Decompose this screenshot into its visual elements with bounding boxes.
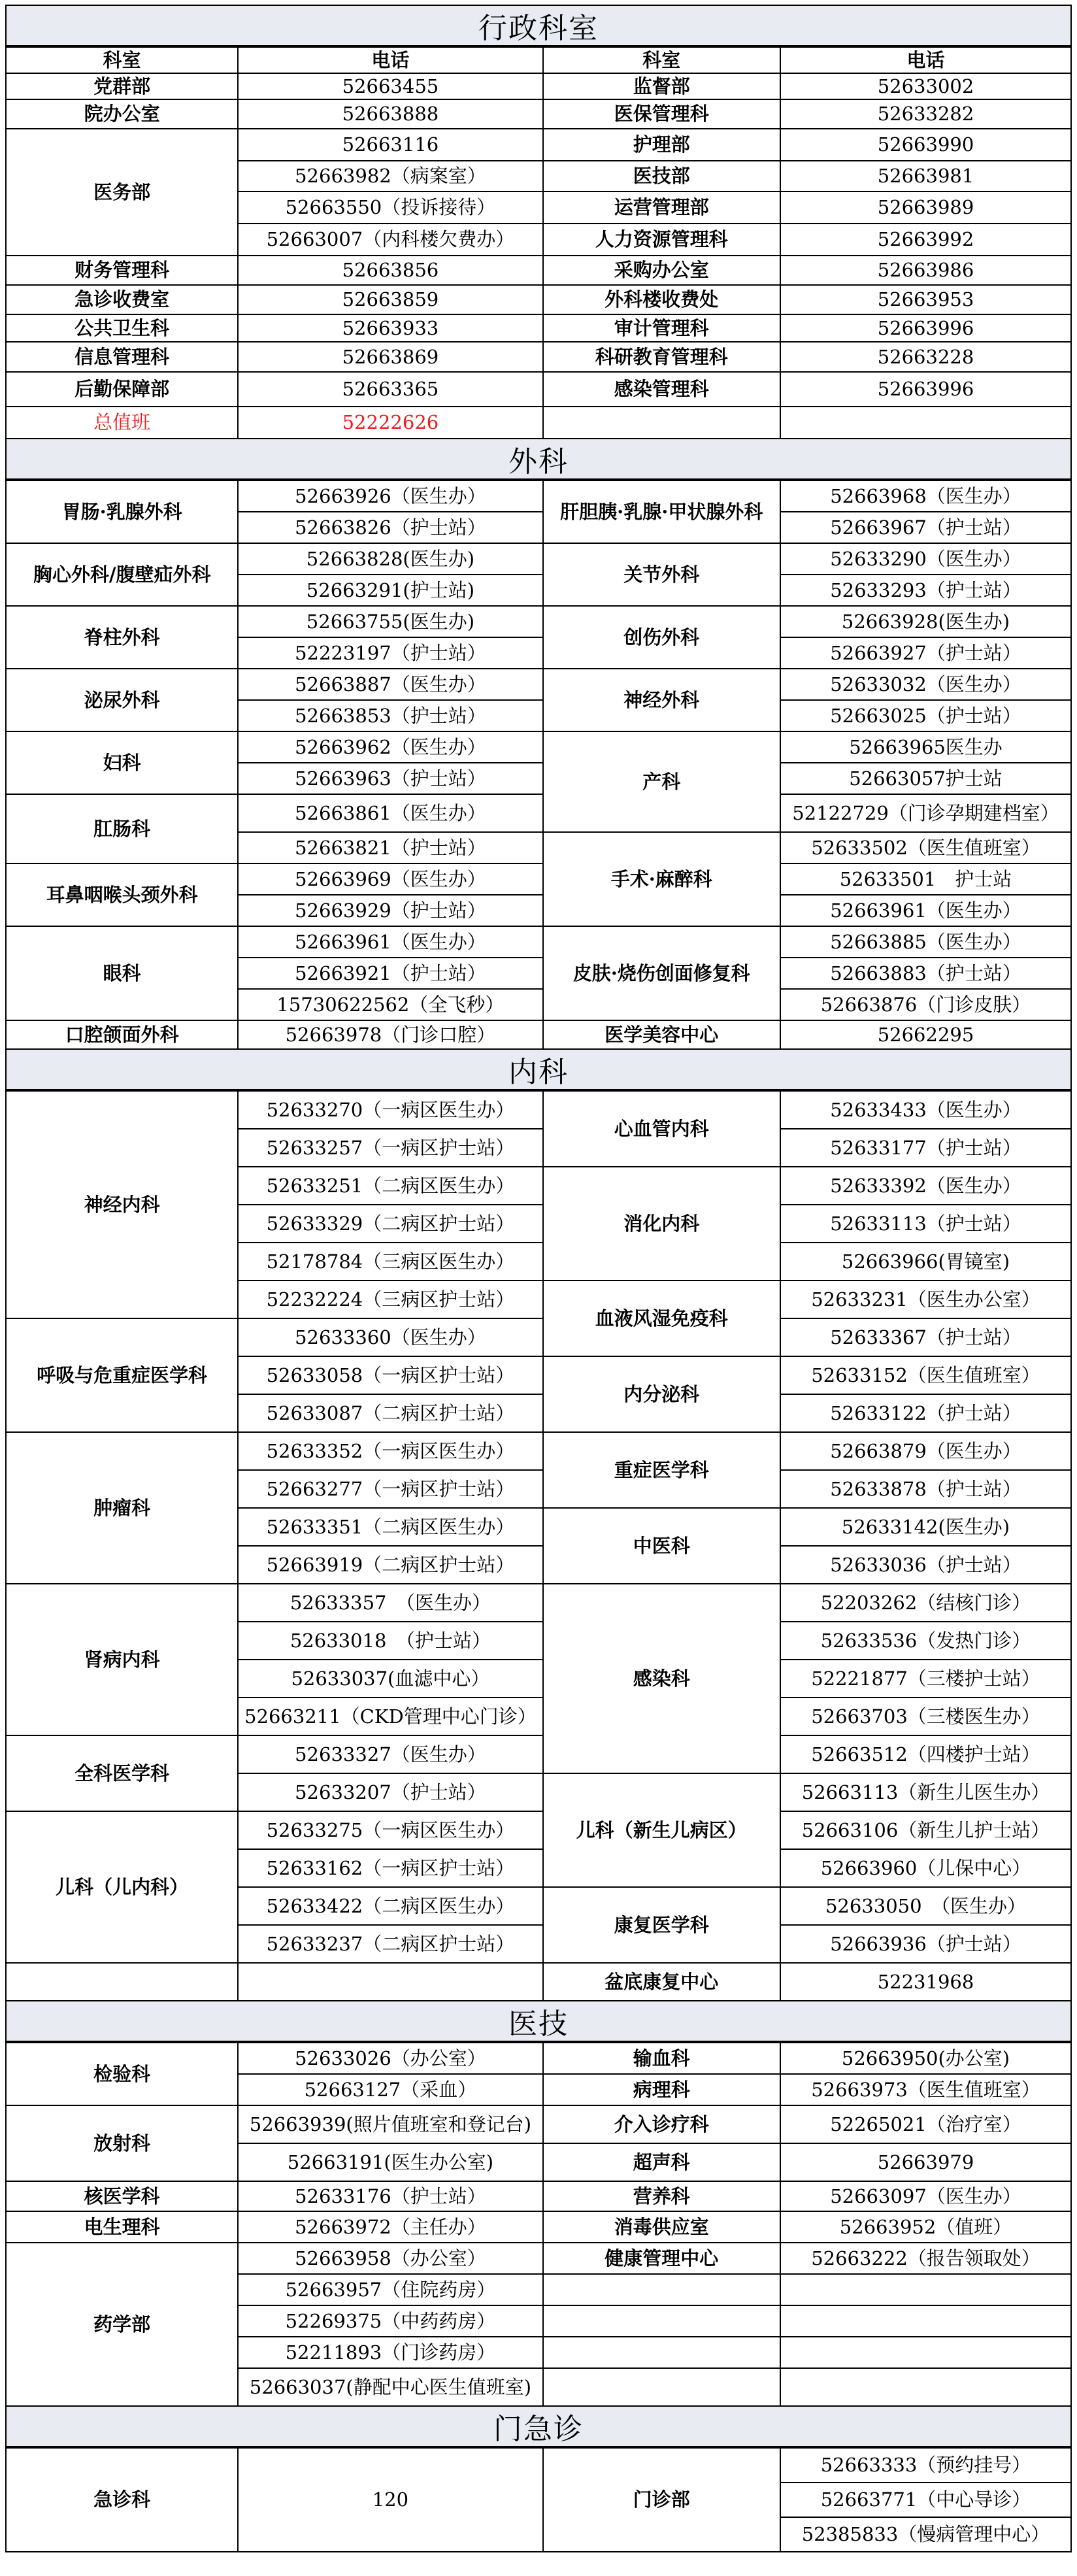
phone-cell: 52663455 [238, 73, 542, 99]
table-row [6, 1963, 1071, 2001]
phone-cell: 52663853（护士站） [238, 700, 542, 731]
phone-cell: 52231968 [780, 1963, 1071, 2001]
phone-cell: 52663116 [238, 129, 542, 161]
dept-cell: 肾病内科 [6, 1584, 238, 1735]
phone-cell: 52663952（值班） [780, 2211, 1071, 2243]
dept-cell: 手术·麻醉科 [543, 832, 780, 926]
table-row [6, 314, 1071, 342]
dept-cell: 呼吸与危重症医学科 [6, 1318, 238, 1432]
phone-cell: 52663821（护士站） [238, 832, 542, 863]
phone-cell: 52663025（护士站） [780, 700, 1071, 731]
table-row [6, 285, 1071, 314]
empty-cell [543, 407, 780, 439]
phone-cell: 52663550（投诉接待） [238, 192, 542, 224]
phone-cell: 52663967（护士站） [780, 512, 1071, 543]
dept-cell: 胸心外科/腹壁疝外科 [6, 543, 238, 606]
section-title-surgery: 外科 [5, 438, 1072, 480]
table-row [6, 606, 1071, 637]
phone-cell: 52663869 [238, 342, 542, 372]
phone-cell: 52663982（病案室） [238, 161, 542, 192]
phone-cell: 52232224（三病区护士站） [238, 1280, 542, 1318]
phone-cell: 52663106（新生儿护士站） [780, 1811, 1071, 1849]
dept-cell: 院办公室 [6, 99, 238, 129]
phone-cell: 52663883（护士站） [780, 958, 1071, 989]
table-row [6, 1318, 1071, 1356]
table-row [6, 2448, 1071, 2483]
dept-cell: 采购办公室 [543, 256, 780, 285]
phone-cell: 52663333（预约挂号） [780, 2448, 1071, 2483]
dept-cell: 皮肤·烧伤创面修复科 [543, 926, 780, 1020]
table-row [6, 863, 1071, 895]
phone-cell: 52633327（医生办） [238, 1735, 542, 1773]
dept-cell: 全科医学科 [6, 1735, 238, 1811]
phone-cell: 52633037(血滤中心） [238, 1660, 542, 1698]
table-row [6, 372, 1071, 407]
table-row [6, 2181, 1071, 2211]
empty-cell [6, 1963, 238, 2001]
phone-cell: 52203262（结核门诊） [780, 1584, 1071, 1622]
phone-cell: 52633502（医生值班室） [780, 832, 1071, 863]
empty-cell [780, 2274, 1071, 2305]
phone-cell: 52633002 [780, 73, 1071, 99]
dept-cell: 急诊收费室 [6, 285, 238, 314]
dept-cell: 监督部 [543, 73, 780, 99]
phone-cell: 52663929（护士站） [238, 895, 542, 926]
table-row [6, 794, 1071, 832]
empty-cell [780, 407, 1071, 439]
dept-cell: 产科 [543, 731, 780, 832]
dept-cell: 消化内科 [543, 1167, 780, 1280]
phone-cell: 52633237（二病区护士站） [238, 1925, 542, 1963]
section-title-emergency: 门急诊 [5, 2405, 1072, 2447]
phone-cell: 52633329（二病区护士站） [238, 1205, 542, 1243]
phone-cell: 52663859 [238, 285, 542, 314]
phone-cell: 52663989 [780, 192, 1071, 224]
phone-cell: 52663958（办公室） [238, 2243, 542, 2274]
dept-cell: 审计管理科 [543, 314, 780, 342]
phone-cell: 52663856 [238, 256, 542, 285]
empty-cell [543, 2337, 780, 2368]
phone-cell: 52122729（门诊孕期建档室） [780, 794, 1071, 832]
phone-cell: 52633177（护士站） [780, 1129, 1071, 1167]
phone-cell: 52633433（医生办） [780, 1091, 1071, 1129]
dept-cell: 医学美容中心 [543, 1020, 780, 1049]
dept-cell: 重症医学科 [543, 1432, 780, 1508]
table-row [6, 99, 1071, 129]
section-title-medtech: 医技 [5, 2000, 1072, 2042]
dept-cell: 财务管理科 [6, 256, 238, 285]
table-row [6, 1432, 1071, 1470]
phone-cell: 52663926（医生办） [238, 480, 542, 512]
phone-cell: 52663960（儿保中心） [780, 1849, 1071, 1887]
empty-cell [543, 2305, 780, 2337]
table-row [6, 731, 1071, 763]
dept-cell: 放射科 [6, 2105, 238, 2181]
dept-cell: 门诊部 [543, 2448, 780, 2552]
table-row [6, 1735, 1071, 1773]
dept-cell: 口腔颌面外科 [6, 1020, 238, 1049]
table-row [6, 2043, 1071, 2074]
dept-cell: 血液风湿免疫科 [543, 1280, 780, 1356]
column-header-phone: 电话 [780, 47, 1071, 73]
dept-cell: 肿瘤科 [6, 1432, 238, 1584]
phone-cell: 52633282 [780, 99, 1071, 129]
phone-cell: 52633293（护士站） [780, 575, 1071, 606]
surgery-table [5, 480, 1072, 1050]
dept-cell: 营养科 [543, 2181, 780, 2211]
phone-cell: 52663771（中心导诊） [780, 2483, 1071, 2517]
column-header-dept: 科室 [6, 47, 238, 73]
phone-cell: 52633162（一病区护士站） [238, 1849, 542, 1887]
phone-cell: 52633032（医生办） [780, 669, 1071, 700]
table-row [6, 480, 1071, 512]
phone-cell: 52663365 [238, 372, 542, 407]
internal-table [5, 1090, 1072, 2001]
duty-office-phone: 52222626 [238, 407, 542, 439]
dept-cell: 泌尿外科 [6, 669, 238, 731]
phone-cell: 52663953 [780, 285, 1071, 314]
dept-cell: 医技部 [543, 161, 780, 192]
dept-cell: 信息管理科 [6, 342, 238, 372]
dept-cell: 介入诊疗科 [543, 2105, 780, 2143]
dept-cell: 心血管内科 [543, 1091, 780, 1167]
phone-cell: 52633058（一病区护士站） [238, 1356, 542, 1394]
phone-cell: 52633367（护士站） [780, 1318, 1071, 1356]
phone-cell: 52663961（医生办） [780, 895, 1071, 926]
phone-cell: 52633026（办公室） [238, 2043, 542, 2074]
column-header-dept: 科室 [543, 47, 780, 73]
phone-cell: 52633275（一病区医生办） [238, 1811, 542, 1849]
dept-cell: 康复医学科 [543, 1887, 780, 1963]
dept-cell: 超声科 [543, 2143, 780, 2181]
dept-cell: 党群部 [6, 73, 238, 99]
phone-cell: 52663990 [780, 129, 1071, 161]
phone-cell: 52663057护士站 [780, 763, 1071, 794]
dept-cell: 感染科 [543, 1584, 780, 1773]
empty-cell [543, 2368, 780, 2406]
phone-cell: 52633036（护士站） [780, 1546, 1071, 1584]
table-row [6, 73, 1071, 99]
table-row [6, 407, 1071, 439]
phone-cell: 52663973（医生值班室） [780, 2074, 1071, 2105]
phone-cell: 52633113（护士站） [780, 1205, 1071, 1243]
phone-cell: 52633207（护士站） [238, 1773, 542, 1811]
phone-cell: 52633422（二病区医生办） [238, 1887, 542, 1925]
dept-cell: 急诊科 [6, 2448, 238, 2552]
phone-cell: 52633122（护士站） [780, 1394, 1071, 1432]
dept-cell: 病理科 [543, 2074, 780, 2105]
phone-cell: 52633270（一病区医生办） [238, 1091, 542, 1129]
phone-cell: 52663921（护士站） [238, 958, 542, 989]
phone-cell: 52663981 [780, 161, 1071, 192]
phone-cell: 52663007（内科楼欠费办） [238, 224, 542, 256]
table-row [6, 1091, 1071, 1129]
phone-cell: 52633257（一病区护士站） [238, 1129, 542, 1167]
table-row [6, 669, 1071, 700]
dept-cell: 神经内科 [6, 1091, 238, 1318]
phone-cell: 52663996 [780, 372, 1071, 407]
phone-cell: 52178784（三病区医生办） [238, 1243, 542, 1280]
phone-cell: 52663936（护士站） [780, 1925, 1071, 1963]
phone-cell: 120 [238, 2448, 542, 2552]
phone-cell: 52663963（护士站） [238, 763, 542, 794]
phone-cell: 52663037(静配中心医生值班室) [238, 2368, 542, 2406]
phone-cell: 52633357 （医生办） [238, 1584, 542, 1622]
phone-cell: 52663978（门诊口腔） [238, 1020, 542, 1049]
empty-cell [780, 2337, 1071, 2368]
phone-cell: 52633176（护士站） [238, 2181, 542, 2211]
phone-cell: 52633878（护士站） [780, 1470, 1071, 1508]
phone-cell: 52663888 [238, 99, 542, 129]
table-row [6, 543, 1071, 575]
phone-cell: 52663933 [238, 314, 542, 342]
phone-cell: 52663222（报告领取处） [780, 2243, 1071, 2274]
phone-cell: 52633050 （医生办） [780, 1887, 1071, 1925]
phone-cell: 52385833（慢病管理中心） [780, 2517, 1071, 2552]
dept-cell: 公共卫生科 [6, 314, 238, 342]
dept-cell: 儿科（新生儿病区） [543, 1773, 780, 1887]
phone-cell: 52633360（医生办） [238, 1318, 542, 1356]
phone-cell: 52663927（护士站） [780, 637, 1071, 669]
dept-cell: 神经外科 [543, 669, 780, 731]
empty-cell [780, 2368, 1071, 2406]
empty-cell [238, 1963, 542, 2001]
dept-cell: 科研教育管理科 [543, 342, 780, 372]
dept-cell: 医务部 [6, 129, 238, 256]
phone-cell: 15730622562（全飞秒） [238, 989, 542, 1020]
dept-cell: 运营管理部 [543, 192, 780, 224]
phone-cell: 52633231（医生办公室） [780, 1280, 1071, 1318]
dept-cell: 儿科（儿内科） [6, 1811, 238, 1963]
dept-cell: 后勤保障部 [6, 372, 238, 407]
phone-cell: 52663277（一病区护士站） [238, 1470, 542, 1508]
dept-cell: 电生理科 [6, 2211, 238, 2243]
phone-cell: 52269375（中药药房） [238, 2305, 542, 2337]
dept-cell: 感染管理科 [543, 372, 780, 407]
phone-cell: 52265021（治疗室） [780, 2105, 1071, 2143]
phone-cell: 52633152（医生值班室） [780, 1356, 1071, 1394]
dept-cell: 检验科 [6, 2043, 238, 2105]
phone-cell: 52633392（医生办） [780, 1167, 1071, 1205]
phone-cell: 52663097（医生办） [780, 2181, 1071, 2211]
phone-cell: 52663961（医生办） [238, 926, 542, 958]
dept-cell: 肝胆胰·乳腺·甲状腺外科 [543, 480, 780, 543]
table-row [6, 926, 1071, 958]
phone-cell: 52663972（主任办） [238, 2211, 542, 2243]
phone-directory [5, 5, 1072, 2567]
phone-cell: 52663828(医生办) [238, 543, 542, 575]
dept-cell: 盆底康复中心 [543, 1963, 780, 2001]
dept-cell: 关节外科 [543, 543, 780, 606]
dept-cell: 耳鼻咽喉头颈外科 [6, 863, 238, 926]
phone-cell: 52633142(医生办) [780, 1508, 1071, 1546]
phone-cell: 52633351（二病区医生办） [238, 1508, 542, 1546]
dept-cell: 医保管理科 [543, 99, 780, 129]
dept-cell: 创伤外科 [543, 606, 780, 669]
phone-cell: 52663939(照片值班室和登记台) [238, 2105, 542, 2143]
dept-cell: 核医学科 [6, 2181, 238, 2211]
phone-cell: 52633501 护士站 [780, 863, 1071, 895]
table-row [6, 2105, 1071, 2143]
phone-cell: 52663826（护士站） [238, 512, 542, 543]
phone-cell: 52663979 [780, 2143, 1071, 2181]
dept-cell: 药学部 [6, 2243, 238, 2406]
phone-cell: 52663996 [780, 314, 1071, 342]
table-row [6, 2211, 1071, 2243]
admin-table [5, 46, 1072, 439]
phone-cell: 52211893（门诊药房） [238, 2337, 542, 2368]
phone-cell: 52633018 （护士站） [238, 1622, 542, 1660]
phone-cell: 52633290（医生办） [780, 543, 1071, 575]
duty-office-label: 总值班 [6, 407, 238, 439]
dept-cell: 中医科 [543, 1508, 780, 1584]
phone-cell: 52221877（三楼护士站） [780, 1660, 1071, 1698]
phone-cell: 52663861（医生办） [238, 794, 542, 832]
phone-cell: 52662295 [780, 1020, 1071, 1049]
phone-cell: 52663986 [780, 256, 1071, 285]
phone-cell: 52663127（采血） [238, 2074, 542, 2105]
phone-cell: 52223197（护士站） [238, 637, 542, 669]
phone-cell: 52663211（CKD管理中心门诊） [238, 1698, 542, 1735]
phone-cell: 52663928(医生办) [780, 606, 1071, 637]
phone-cell: 52663966(胃镜室) [780, 1243, 1071, 1280]
dept-cell: 护理部 [543, 129, 780, 161]
dept-cell: 消毒供应室 [543, 2211, 780, 2243]
phone-cell: 52663887（医生办） [238, 669, 542, 700]
dept-cell: 肛肠科 [6, 794, 238, 863]
phone-cell: 52633352（一病区医生办） [238, 1432, 542, 1470]
phone-cell: 52633536（发热门诊） [780, 1622, 1071, 1660]
phone-cell: 52663957（住院药房） [238, 2274, 542, 2305]
table-row [6, 1811, 1071, 1849]
table-header-row [6, 47, 1071, 73]
dept-cell: 外科楼收费处 [543, 285, 780, 314]
dept-cell: 眼科 [6, 926, 238, 1020]
table-row [6, 1020, 1071, 1049]
dept-cell: 人力资源管理科 [543, 224, 780, 256]
table-row [6, 342, 1071, 372]
empty-cell [543, 2274, 780, 2305]
phone-cell: 52663291(护士站) [238, 575, 542, 606]
empty-cell [780, 2305, 1071, 2337]
phone-cell: 52663968（医生办） [780, 480, 1071, 512]
dept-cell: 脊柱外科 [6, 606, 238, 669]
phone-cell: 52663879（医生办） [780, 1432, 1071, 1470]
section-title-admin: 行政科室 [5, 5, 1072, 46]
table-row [6, 1584, 1071, 1622]
table-row [6, 2243, 1071, 2274]
phone-cell: 52663969（医生办） [238, 863, 542, 895]
phone-cell: 52663755(医生办) [238, 606, 542, 637]
phone-cell: 52663512（四楼护士站） [780, 1735, 1071, 1773]
dept-cell: 胃肠·乳腺外科 [6, 480, 238, 543]
dept-cell: 妇科 [6, 731, 238, 794]
column-header-phone: 电话 [238, 47, 542, 73]
phone-cell: 52633251（二病区医生办） [238, 1167, 542, 1205]
phone-cell: 52663965医生办 [780, 731, 1071, 763]
dept-cell: 内分泌科 [543, 1356, 780, 1432]
phone-cell: 52663919（二病区护士站） [238, 1546, 542, 1584]
phone-cell: 52663191(医生办公室) [238, 2143, 542, 2181]
emergency-table [5, 2447, 1072, 2552]
phone-cell: 52663962（医生办） [238, 731, 542, 763]
dept-cell: 健康管理中心 [543, 2243, 780, 2274]
phone-cell: 52663228 [780, 342, 1071, 372]
phone-cell: 52663950(办公室) [780, 2043, 1071, 2074]
phone-cell: 52663885（医生办） [780, 926, 1071, 958]
phone-cell: 52663876（门诊皮肤） [780, 989, 1071, 1020]
dept-cell: 输血科 [543, 2043, 780, 2074]
table-row [6, 129, 1071, 161]
medtech-table [5, 2042, 1072, 2407]
section-title-internal: 内科 [5, 1048, 1072, 1090]
phone-cell: 52663703（三楼医生办） [780, 1698, 1071, 1735]
phone-cell: 52663113（新生儿医生办） [780, 1773, 1071, 1811]
phone-cell: 52663992 [780, 224, 1071, 256]
phone-cell: 52633087（二病区护士站） [238, 1394, 542, 1432]
table-row [6, 256, 1071, 285]
